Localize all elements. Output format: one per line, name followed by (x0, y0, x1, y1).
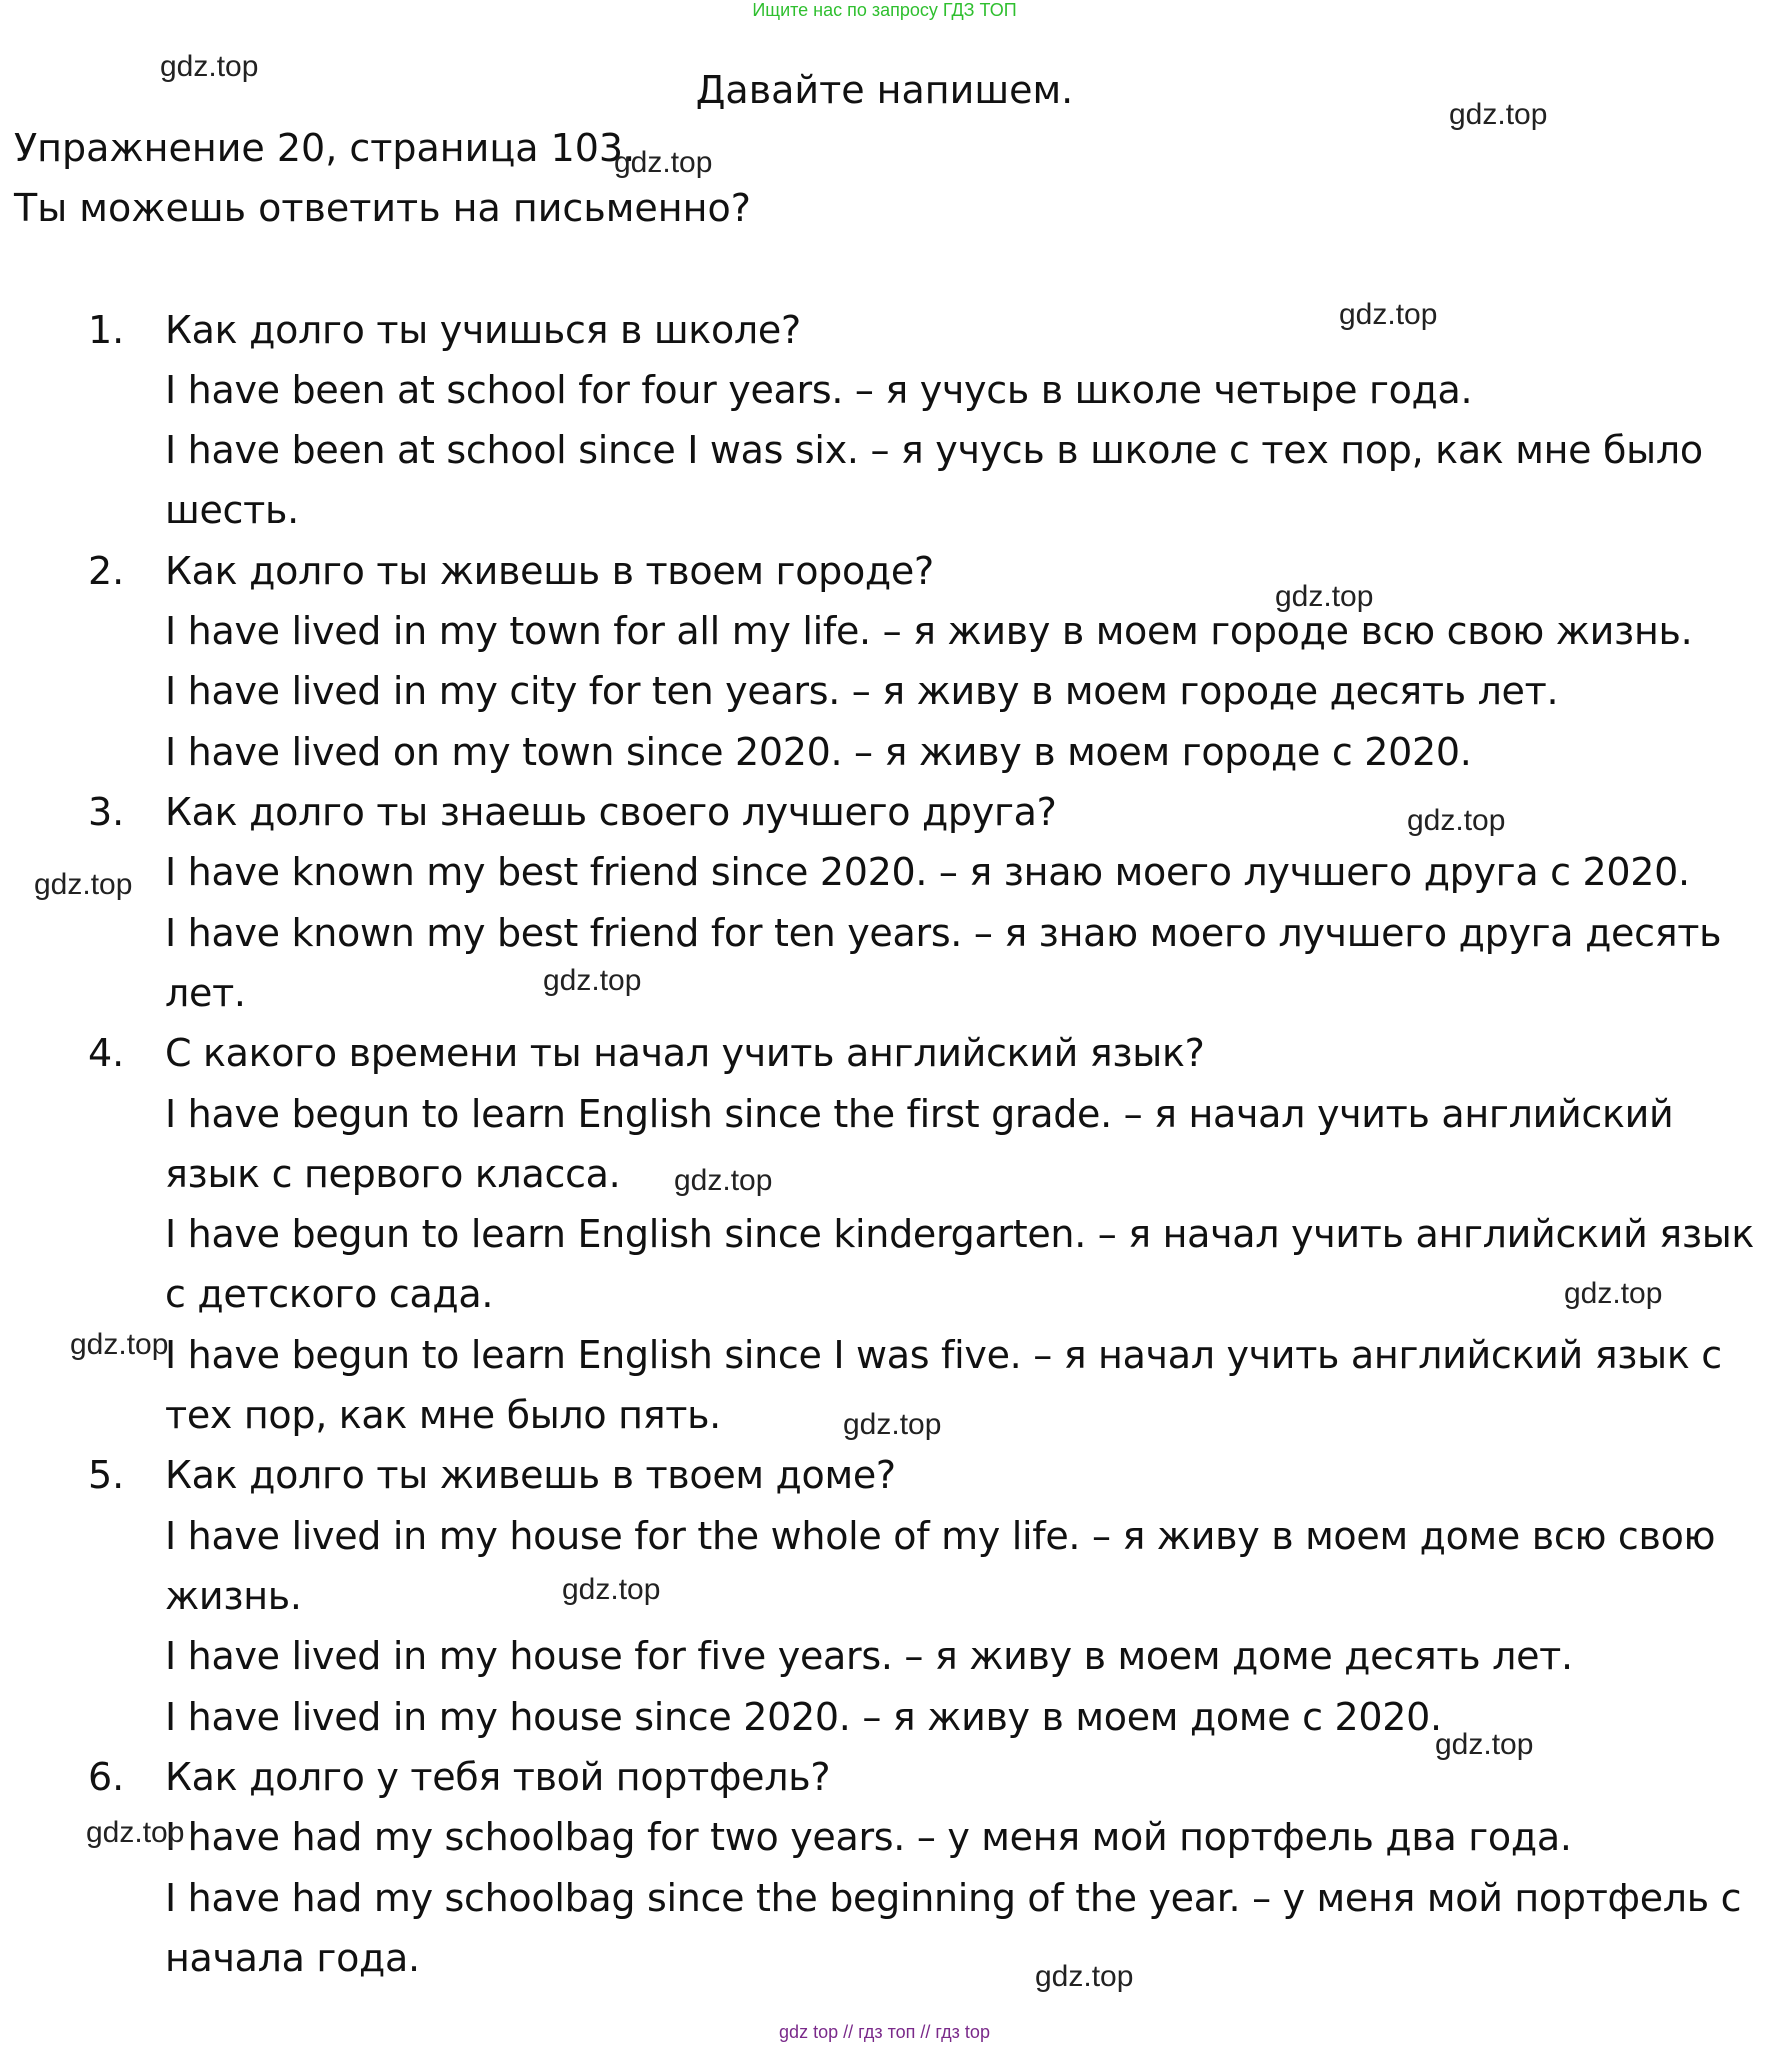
item-number: 4. (88, 1031, 125, 1075)
exercise-heading: Упражнение 20, страница 103. (14, 126, 636, 170)
item-question: С какого времени ты начал учить английский язык? (165, 1031, 1205, 1075)
watermark: gdz.top (562, 1573, 661, 1606)
page-title: Давайте напишем. (695, 68, 1074, 112)
watermark: gdz.top (1275, 580, 1374, 613)
item-number: 3. (88, 790, 125, 834)
item-answer: I have known my best friend since 2020. – я знаю моего лучшего друга с 2020. (165, 850, 1690, 894)
watermark: gdz.top (70, 1328, 169, 1361)
watermark: gdz.top (34, 868, 133, 901)
item-answer: I have lived on my town since 2020. – я живу в моем городе с 2020. (165, 730, 1472, 774)
item-answer: I have begun to learn English since the first grade. – я начал учить английский (165, 1092, 1674, 1136)
item-question: Как долго ты учишься в школе? (165, 308, 801, 352)
item-answer: шесть. (165, 488, 299, 532)
exercise-subtitle: Ты можешь ответить на письменно? (14, 186, 751, 230)
item-answer: I have lived in my city for ten years. – я живу в моем городе десять лет. (165, 669, 1559, 713)
watermark: gdz.top (674, 1164, 773, 1197)
item-number: 1. (88, 308, 125, 352)
item-answer: язык с первого класса. (165, 1152, 621, 1196)
item-answer: I have lived in my house since 2020. – я живу в моем доме с 2020. (165, 1695, 1442, 1739)
item-number: 6. (88, 1755, 125, 1799)
item-answer: начала года. (165, 1936, 420, 1980)
item-answer: I have lived in my house for five years. – я живу в моем доме десять лет. (165, 1634, 1573, 1678)
watermark: gdz.top (1564, 1277, 1663, 1310)
watermark: gdz.top (1035, 1960, 1134, 1993)
watermark: gdz.top (1449, 98, 1548, 131)
item-question: Как долго у тебя твой портфель? (165, 1755, 831, 1799)
item-answer: I have had my schoolbag since the beginning of the year. – у меня мой портфель с (165, 1876, 1742, 1920)
top-banner: Ищите нас по запросу ГДЗ ТОП (752, 0, 1017, 20)
item-question: Как долго ты живешь в твоем городе? (165, 549, 934, 593)
item-answer: I have had my schoolbag for two years. – у меня мой портфель два года. (165, 1815, 1572, 1859)
watermark: gdz.top (543, 964, 642, 997)
item-answer: I have known my best friend for ten years. – я знаю моего лучшего друга десять (165, 911, 1722, 955)
watermark: gdz.top (1407, 804, 1506, 837)
item-question: Как долго ты живешь в твоем доме? (165, 1453, 896, 1497)
watermark: gdz.top (160, 50, 259, 83)
item-answer: I have lived in my town for all my life. – я живу в моем городе всю свою жизнь. (165, 609, 1693, 653)
item-number: 5. (88, 1453, 125, 1497)
item-number: 2. (88, 549, 125, 593)
item-question: Как долго ты знаешь своего лучшего друга? (165, 790, 1057, 834)
watermark: gdz.top (86, 1816, 185, 1849)
item-answer: тех пор, как мне было пять. (165, 1393, 721, 1437)
watermark: gdz.top (1435, 1728, 1534, 1761)
watermark: gdz.top (1339, 298, 1438, 331)
item-answer: I have begun to learn English since kindergarten. – я начал учить английский язык (165, 1212, 1755, 1256)
item-answer: I have lived in my house for the whole of my life. – я живу в моем доме всю свою (165, 1514, 1716, 1558)
watermark: gdz.top (843, 1408, 942, 1441)
watermark: gdz.top (614, 146, 713, 179)
item-answer: жизнь. (165, 1574, 302, 1618)
footer-watermark: gdz top // гдз топ // гдз top (779, 2022, 990, 2042)
item-answer: лет. (165, 971, 246, 1015)
item-answer: I have begun to learn English since I was five. – я начал учить английский язык с (165, 1333, 1722, 1377)
item-answer: с детского сада. (165, 1272, 494, 1316)
item-answer: I have been at school for four years. – я учусь в школе четыре года. (165, 368, 1473, 412)
item-answer: I have been at school since I was six. – я учусь в школе с тех пор, как мне было (165, 428, 1703, 472)
